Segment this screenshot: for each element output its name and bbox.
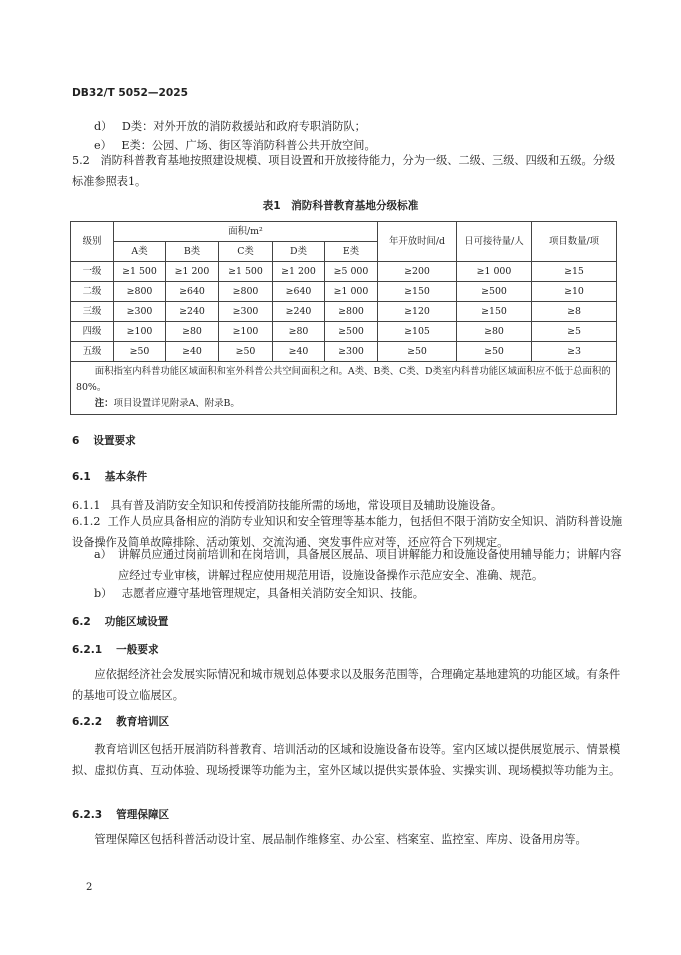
list-text: D类：对外开放的消防救援站和政府专职消防队； — [121, 120, 366, 133]
section-6-heading — [72, 433, 136, 448]
clause-6-2-1-heading — [72, 642, 159, 657]
clause-title: 教育培训区 — [116, 716, 170, 728]
table-cell: ≥300 — [325, 342, 378, 362]
note-text: 项目设置详见附录A、附录B。 — [113, 398, 240, 409]
row-level: 四级 — [71, 322, 114, 342]
header-open-time: 年开放时间/d — [378, 222, 457, 262]
table-cell: ≥100 — [219, 322, 273, 342]
clause-text: 工作人员应具备相应的消防专业知识和安全管理等基本能力，包括但不限于消防安全知识、消防科普设施设备操作及简单故障排除、活动策划、交流沟通、突发事件应对等，还应符合下列规定。 — [72, 515, 623, 549]
table-cell: ≥3 — [532, 342, 617, 362]
section-num: 6.1 — [72, 471, 91, 483]
table-row — [71, 302, 617, 322]
table-row — [71, 282, 617, 302]
table-cell: ≥1 200 — [166, 262, 219, 282]
clause-text: 具有普及消防安全知识和传授消防技能所需的场地，常设项目及辅助设施设备。 — [110, 499, 503, 512]
table-cell: ≥50 — [114, 342, 166, 362]
clause-title: 一般要求 — [116, 644, 159, 656]
section-title: 基本条件 — [104, 471, 148, 483]
header-class-a: A类 — [114, 242, 166, 262]
table-caption: 表1 消防科普教育基地分级标准 — [262, 200, 419, 212]
row-level: 一级 — [71, 262, 114, 282]
list-label: d） — [94, 120, 113, 133]
section-title: 功能区域设置 — [104, 616, 169, 628]
table-cell: ≥200 — [378, 262, 457, 282]
list-label: a） — [94, 548, 112, 561]
clause-text: 消防科普教育基地按照建设规模、项目设置和开放接待能力，分为一级、二级、三级、四级和五级。分级标准参照表1。 — [72, 154, 616, 188]
table-cell: ≥8 — [532, 302, 617, 322]
clause-num: 6.2.1 — [72, 644, 103, 656]
list-label: b） — [94, 587, 113, 600]
header-daily-capacity: 日可接待量/人 — [457, 222, 532, 262]
row-level: 三级 — [71, 302, 114, 322]
section-num: 6.2 — [72, 616, 91, 628]
table-cell: ≥80 — [273, 322, 325, 342]
table-cell: ≥50 — [378, 342, 457, 362]
table-cell: ≥640 — [166, 282, 219, 302]
section-6-1-heading — [72, 469, 147, 484]
page-number: 2 — [86, 882, 93, 893]
table-cell: ≥50 — [457, 342, 532, 362]
header-project-count: 项目数量/项 — [532, 222, 617, 262]
table-cell: ≥800 — [114, 282, 166, 302]
table-cell: ≥80 — [457, 322, 532, 342]
clause-num: 6.1.1 — [72, 499, 101, 512]
row-level: 二级 — [71, 282, 114, 302]
header-class-c: C类 — [219, 242, 273, 262]
grading-table — [70, 221, 617, 415]
table-footnote — [71, 362, 617, 415]
clause-6-2-3-text: 管理保障区包括科普活动设计室、展品制作维修室、办公室、档案室、监控室、库房、设备用房等。 — [94, 833, 587, 846]
header-class-b: B类 — [166, 242, 219, 262]
clause-6-2-3-heading — [72, 807, 169, 822]
table-cell: ≥500 — [325, 322, 378, 342]
section-title: 设置要求 — [93, 435, 136, 447]
list-label: e） — [94, 139, 112, 152]
section-num: 6 — [72, 435, 80, 447]
table-cell: ≥40 — [166, 342, 219, 362]
table-cell: ≥1 500 — [114, 262, 166, 282]
list-item-b — [94, 585, 424, 601]
clause-6-2-2-heading — [72, 714, 169, 729]
clause-5-2 — [72, 150, 620, 192]
table-cell: ≥640 — [273, 282, 325, 302]
table-cell: ≥800 — [219, 282, 273, 302]
table-cell: ≥800 — [325, 302, 378, 322]
clause-6-2-2-text: 教育培训区包括开展消防科普教育、培训活动的区域和设施设备布设等。室内区域以提供展览展示、情景模拟、虚拟仿真、互动体验、现场授课等功能为主，室外区域以提供实景体验、实操实训、现场模拟等功能为主。 — [72, 743, 621, 777]
doc-id: DB32/T 5052—2025 — [72, 87, 188, 99]
table-cell: ≥300 — [219, 302, 273, 322]
table-cell: ≥150 — [457, 302, 532, 322]
note-label: 注： — [94, 398, 114, 409]
header-area: 面积/m² — [114, 222, 378, 242]
row-level: 五级 — [71, 342, 114, 362]
header-level: 级别 — [71, 222, 114, 262]
section-6-2-heading — [72, 614, 168, 629]
table-cell: ≥500 — [457, 282, 532, 302]
table-cell: ≥105 — [378, 322, 457, 342]
clause-num: 6.2.2 — [72, 716, 103, 728]
table-cell: ≥300 — [114, 302, 166, 322]
clause-num: 5.2 — [72, 154, 90, 167]
table-cell: ≥10 — [532, 282, 617, 302]
clause-6-2-1-text: 应依据经济社会发展实际情况和城市规划总体要求以及服务范围等，合理确定基地建筑的功能区域。有条件的基地可设立临展区。 — [72, 668, 621, 702]
table-cell: ≥15 — [532, 262, 617, 282]
footnote-text: 面积指室内科普功能区域面积和室外科普公共空间面积之和。A类、B类、C类、D类室内科普功能区域面积应不低于总面积的80%。 — [76, 366, 611, 393]
table-note — [76, 396, 611, 412]
list-text: 志愿者应遵守基地管理规定，具备相关消防安全知识、技能。 — [121, 587, 424, 600]
header-class-e: E类 — [325, 242, 378, 262]
table-cell: ≥1 500 — [219, 262, 273, 282]
table-row — [71, 322, 617, 342]
table-cell: ≥240 — [166, 302, 219, 322]
table-cell: ≥5 — [532, 322, 617, 342]
table-cell: ≥240 — [273, 302, 325, 322]
table-cell: ≥100 — [114, 322, 166, 342]
list-item-d — [94, 118, 366, 134]
table-cell: ≥1 000 — [457, 262, 532, 282]
clause-num: 6.2.3 — [72, 809, 103, 821]
table-cell: ≥40 — [273, 342, 325, 362]
table-cell: ≥150 — [378, 282, 457, 302]
table-row — [71, 262, 617, 282]
clause-title: 管理保障区 — [116, 809, 170, 821]
header-class-d: D类 — [273, 242, 325, 262]
table-cell: ≥1 000 — [325, 282, 378, 302]
table-cell: ≥120 — [378, 302, 457, 322]
list-item-a — [94, 544, 622, 582]
list-text: 讲解员应通过岗前培训和在岗培训，具备展区展品、项目讲解能力和设施设备使用辅导能力；讲解内容应经过专业审核，讲解过程应使用规范用语，设施设备操作示范应安全、准确、规范。 — [118, 548, 622, 582]
table-row — [71, 342, 617, 362]
table-cell: ≥80 — [166, 322, 219, 342]
table-cell: ≥1 200 — [273, 262, 325, 282]
table-cell: ≥50 — [219, 342, 273, 362]
table-cell: ≥5 000 — [325, 262, 378, 282]
list-text: E类：公园、广场、街区等消防科普公共开放空间。 — [121, 139, 376, 152]
clause-num: 6.1.2 — [72, 515, 101, 528]
